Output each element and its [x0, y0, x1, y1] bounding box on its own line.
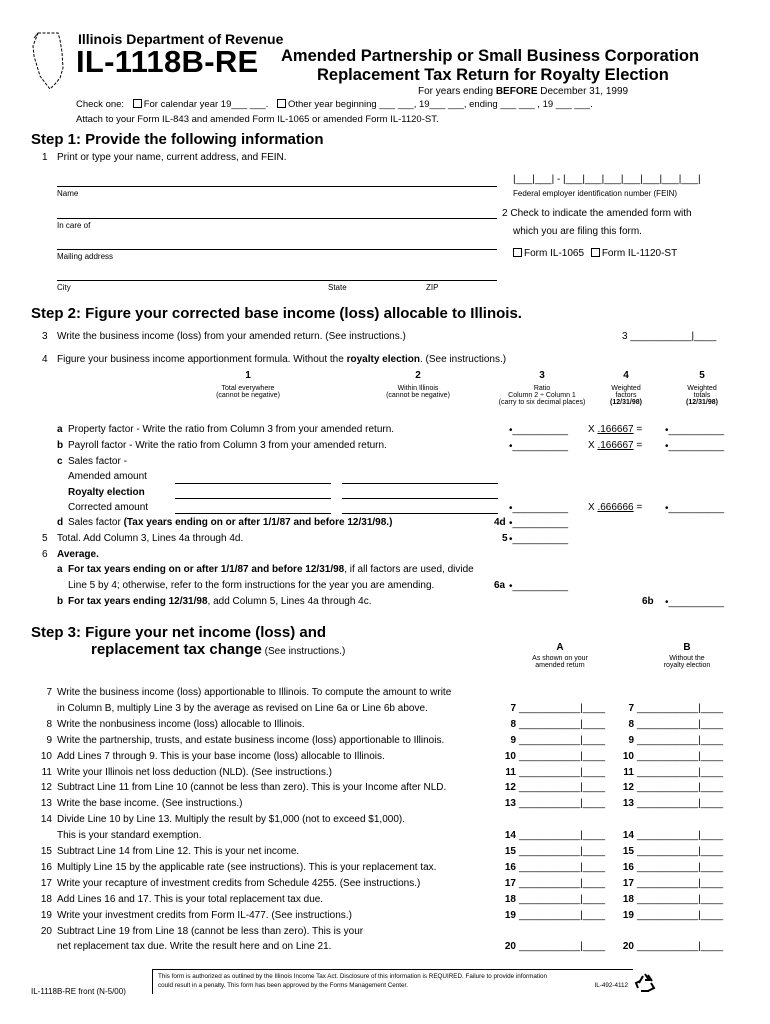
line4c-text: Sales factor -	[68, 456, 127, 467]
recycle-icon	[634, 972, 656, 994]
state-label: State	[328, 283, 347, 292]
form-il1120st-label: Form IL-1120-ST	[601, 248, 678, 259]
column-a-line-label: 15	[504, 846, 516, 857]
column-a-sub1: As shown on your	[532, 655, 588, 662]
line5-text: Total. Add Column 3, Lines 4a through 4d.	[57, 533, 244, 544]
form-id: IL-1118B-RE	[76, 44, 259, 79]
form-il1065-label: Form IL-1065	[524, 248, 585, 259]
column-a-entry[interactable]: ___________|____	[519, 782, 606, 794]
step3-line-text: Add Lines 16 and 17. This is your total replacement tax due.	[57, 893, 324, 905]
step3-line-row	[0, 846, 770, 861]
column-b-line-label: 20	[622, 941, 634, 953]
line6-text: Average.	[57, 549, 99, 560]
step3-line-row	[0, 941, 770, 956]
line5-box-label: 5	[502, 533, 508, 544]
check-one-row	[76, 99, 593, 110]
step3-line-number: 12	[40, 782, 52, 794]
line4d-text-pre: Sales factor	[68, 517, 124, 528]
step3-line-row	[0, 830, 770, 845]
step3-line-row	[0, 719, 770, 734]
line4d-text-bold: (Tax years ending on or after 1/1/87 and before 12/31/98.)	[123, 517, 393, 528]
column-b-entry[interactable]: ___________|____	[637, 830, 724, 842]
column-a-subheader	[510, 655, 610, 669]
line4b-multiply	[588, 440, 642, 451]
column-a-line-label: 13	[504, 798, 516, 810]
column5-header	[662, 385, 742, 406]
column5-date: (12/31/98)	[686, 399, 718, 406]
column-a-entry[interactable]: ___________|____	[519, 750, 606, 762]
column-b-entry[interactable]: ___________|____	[637, 861, 724, 873]
column-a-line-label: 8	[510, 718, 516, 730]
step3-line-text: in Column B, multiply Line 3 by the average as revised on Line 6a or Line 6b above.	[57, 702, 428, 714]
column-a-line-label: 19	[504, 909, 516, 921]
column-b-entry[interactable]: ___________|____	[637, 798, 724, 810]
disclosure-line1: This form is authorized as outlined by the Illinois Income Tax Act. Disclosure of this information is REQUIRED. Failure to provide information	[158, 973, 548, 980]
check-one-label: Check one:	[76, 99, 125, 110]
step3-line-row	[0, 703, 770, 718]
column-b-sub1: Without the	[669, 655, 705, 662]
line3-text: Write the business income (loss) from your amended return. (See instructions.)	[57, 331, 406, 342]
illinois-map-logo	[30, 30, 70, 92]
column-b-line-label: 10	[622, 750, 634, 762]
calendar-year-checkbox[interactable]	[133, 99, 142, 108]
royalty-election-col1[interactable]	[175, 498, 331, 499]
column-a-entry[interactable]: ___________|____	[519, 893, 606, 905]
line4c-ratio-entry[interactable]: •__________	[509, 503, 569, 514]
column-a-entry[interactable]: ___________|____	[519, 830, 606, 842]
column3-formula: Column 2 ÷ Column 1	[508, 392, 576, 399]
column-b-entry[interactable]: ___________|____	[637, 877, 724, 889]
form-title-line2: Replacement Tax Return for Royalty Election	[317, 66, 669, 84]
column5-subtitle: totals	[693, 392, 711, 399]
amended-amount-label: Amended amount	[68, 471, 147, 482]
column-a-line-label: 11	[505, 766, 516, 778]
line5-entry[interactable]: •__________	[509, 534, 569, 545]
column-number-4: 4	[623, 370, 629, 381]
step1-heading: Step 1: Provide the following information	[31, 131, 324, 148]
column-a-entry[interactable]: ___________|____	[519, 798, 606, 810]
column-b-line-label: 8	[628, 718, 634, 730]
line4c-equals: =	[636, 502, 643, 513]
step3-line-number: 15	[40, 846, 52, 857]
step3-line-text: Write the business income (loss) apportionable to Illinois. To compute the amount to write	[57, 687, 452, 698]
column2-header	[368, 385, 468, 399]
column4-date: (12/31/98)	[610, 399, 642, 406]
line4b-text: Payroll factor - Write the ratio from Column 3 from your amended return.	[68, 440, 387, 451]
line1-text: Print or type your name, current address, and FEIN.	[57, 152, 287, 163]
step3-line-row	[0, 735, 770, 750]
amended-amount-col2[interactable]	[342, 483, 498, 484]
column-b-entry[interactable]: ___________|____	[637, 909, 724, 921]
line4-text-post: . (See instructions.)	[419, 354, 507, 365]
column-number-5: 5	[699, 370, 705, 381]
line4b-equals: =	[636, 440, 643, 451]
column-a-entry[interactable]: ___________|____	[519, 861, 606, 873]
zip-label: ZIP	[426, 283, 439, 292]
line2-text-cont: which you are filing this form.	[513, 226, 642, 237]
step3-line-text: Write your investment credits from Form IL-477. (See instructions.)	[57, 909, 352, 921]
column-a-entry[interactable]: ___________|____	[519, 702, 606, 714]
column-number-3: 3	[539, 370, 545, 381]
line3-number: 3	[42, 331, 48, 342]
step3-line-text: Multiply Line 15 by the applicable rate (see instructions). This is your replacement tax.	[57, 861, 437, 873]
step3-line-row	[0, 751, 770, 766]
column3-header	[492, 385, 592, 406]
column-a-line-label: 20	[504, 941, 516, 953]
line6b-text-bold: For tax years ending 12/31/98	[68, 596, 208, 607]
line4b-factor: .166667	[597, 440, 634, 451]
step3-line-text: Write your recapture of investment credits from Schedule 4255. (See instructions.)	[57, 877, 421, 889]
column-b-sub2: royalty election	[663, 662, 711, 669]
column-a-line-label: 16	[504, 861, 516, 873]
line6a-text	[68, 564, 474, 575]
step3-line-number: 9	[46, 734, 52, 746]
step2-heading: Step 2: Figure your corrected base income (loss) allocable to Illinois.	[31, 305, 522, 322]
line4a-letter: a	[57, 424, 63, 435]
in-care-of-label: In care of	[57, 221, 91, 230]
fein-label: Federal employer identification number (FEIN)	[513, 189, 678, 198]
line6a-entry[interactable]: •__________	[509, 581, 569, 592]
column-b-line-label: 11	[623, 766, 634, 778]
line2-text: Check to indicate the amended form with	[510, 208, 692, 219]
line4a-text: Property factor - Write the ratio from Column 3 from your amended return.	[68, 424, 395, 435]
column-b-entry[interactable]: ___________|____	[637, 766, 724, 778]
line4b-times: X	[588, 440, 595, 451]
column-b-line-label: 19	[622, 909, 634, 921]
column-a-line-label: 12	[504, 782, 516, 794]
column-b-entry[interactable]: ___________|____	[637, 782, 724, 794]
column-a-entry[interactable]: ___________|____	[519, 909, 606, 921]
line4c-letter: c	[57, 456, 63, 467]
step3-line-text: Subtract Line 19 from Line 18 (cannot be less than zero). This is your	[57, 925, 364, 937]
column4-header	[586, 385, 666, 406]
line4a-ratio-entry[interactable]: •__________	[509, 425, 569, 436]
step3-line-number: 13	[40, 798, 52, 810]
form-il1120st-checkbox[interactable]	[591, 248, 600, 257]
name-field[interactable]	[57, 186, 497, 187]
city-state-zip-field[interactable]	[57, 280, 497, 281]
step3-heading-bold: replacement tax change	[91, 641, 262, 658]
line6b-box-label: 6b	[642, 596, 654, 607]
amended-form-options	[513, 248, 677, 259]
column1-header	[198, 385, 298, 399]
line4-text-bold: royalty election	[346, 354, 420, 365]
calendar-year-label: For calendar year 19___ ___.	[143, 99, 269, 110]
column-b-entry[interactable]: ___________|____	[637, 846, 724, 857]
line4a-times: X	[588, 424, 595, 435]
step3-line-number: 18	[40, 893, 52, 905]
step3-line-number: 16	[40, 861, 52, 873]
disclosure-box	[152, 969, 633, 994]
line6a-text-cont: Line 5 by 4; otherwise, refer to the form instructions for the year you are amending.	[68, 580, 435, 591]
step3-line-row	[0, 687, 770, 702]
column-b-header: B	[683, 642, 691, 653]
footer-form-code: IL-1118B-RE front (N-5/00)	[31, 987, 126, 996]
column-b-line-label: 7	[628, 702, 634, 714]
column-a-line-label: 17	[504, 877, 516, 889]
line6b-text-post: , add Column 5, Lines 4a through 4c.	[207, 596, 372, 607]
column-b-entry[interactable]: ___________|____	[637, 941, 724, 953]
line6b-letter: b	[57, 596, 64, 607]
step3-heading-line2	[91, 641, 345, 659]
column-a-entry[interactable]: ___________|____	[519, 846, 606, 857]
corrected-amount-col2[interactable]	[342, 513, 498, 514]
mailing-address-field[interactable]	[57, 249, 497, 250]
column-b-line-label: 18	[622, 893, 634, 905]
column-b-entry[interactable]: ___________|____	[637, 750, 724, 762]
step3-line-row	[0, 814, 770, 829]
name-label: Name	[57, 189, 79, 198]
line6b-text	[68, 596, 372, 607]
step3-line-row	[0, 767, 770, 782]
line1-number: 1	[42, 152, 48, 163]
column-a-line-label: 9	[510, 734, 516, 746]
line3-entry[interactable]: 3 ___________|____	[622, 331, 717, 342]
step3-line-number: 17	[40, 877, 52, 889]
column-a-entry[interactable]: ___________|____	[519, 941, 606, 953]
corrected-amount-col1[interactable]	[175, 513, 331, 514]
column-b-line-label: 16	[622, 861, 634, 873]
column-b-line-label: 9	[628, 734, 634, 746]
form-title-line1: Amended Partnership or Small Business Corporation	[281, 47, 700, 65]
column-b-entry[interactable]: ___________|____	[637, 702, 724, 714]
line6a-text-bold: For tax years ending on or after 1/1/87 and before 12/31/98	[68, 564, 345, 575]
column3-note: (carry to six decimal places)	[498, 399, 586, 406]
mailing-address-label: Mailing address	[57, 252, 114, 261]
column4-subtitle: factors	[615, 392, 637, 399]
other-year-label: Other year beginning ___ ___, 19___ ___, ending ___ ___ , 19 ___ ___.	[287, 99, 593, 110]
line4-number: 4	[42, 354, 48, 365]
column-a-entry[interactable]: ___________|____	[519, 718, 606, 730]
column2-title: Within Illinois	[397, 385, 439, 392]
column5-title: Weighted	[687, 385, 717, 392]
line4b-ratio-entry[interactable]: •__________	[509, 441, 569, 452]
column2-note: (cannot be negative)	[386, 392, 450, 399]
step3-line-number: 7	[46, 687, 52, 698]
step3-line-row	[0, 878, 770, 893]
attach-note: Attach to your Form IL-843 and amended Form IL-1065 or amended Form IL-1120-ST.	[76, 114, 439, 125]
line4c-times: X	[588, 502, 595, 513]
line4b-letter: b	[57, 440, 64, 451]
line5-number: 5	[42, 533, 48, 544]
column-a-entry[interactable]: ___________|____	[519, 766, 606, 778]
column-a-entry[interactable]: ___________|____	[519, 877, 606, 889]
column-b-subheader	[637, 655, 737, 669]
line4-text	[57, 354, 506, 365]
line4d-letter: d	[57, 517, 64, 528]
other-year-checkbox[interactable]	[277, 99, 286, 108]
column4-title: Weighted	[611, 385, 641, 392]
column-a-header: A	[556, 642, 564, 653]
column-a-line-label: 7	[510, 702, 516, 714]
column-a-line-label: 10	[504, 750, 516, 762]
form-il1065-checkbox[interactable]	[513, 248, 522, 257]
step3-line-text: Write the base income. (See instructions.)	[57, 798, 243, 810]
column-number-2: 2	[415, 370, 421, 381]
royalty-election-label: Royalty election	[68, 487, 145, 498]
line4c-multiply	[588, 502, 642, 513]
disclosure-line2: could result in a penalty. This form has been approved by the Forms Management Center.	[158, 982, 409, 989]
royalty-election-col2[interactable]	[342, 498, 498, 499]
step3-line-number: 20	[40, 925, 52, 937]
line4-text-pre: Figure your business income apportionment formula. Without the	[57, 354, 347, 365]
column-b-line-label: 17	[622, 877, 634, 889]
column-number-1: 1	[245, 370, 251, 381]
line6b-entry[interactable]: •__________	[665, 597, 725, 608]
step3-line-text: Add Lines 7 through 9. This is your base income (loss) allocable to Illinois.	[57, 750, 385, 762]
step3-line-text: Subtract Line 11 from Line 10 (cannot be less than zero). This is your Income after NLD.	[57, 782, 447, 794]
step3-heading-note: (See instructions.)	[261, 646, 346, 657]
line2-number: 2	[502, 208, 508, 219]
step3-line-text: Subtract Line 14 from Line 12. This is your net income.	[57, 846, 300, 857]
column-b-line-label: 15	[622, 846, 634, 857]
column-a-line-label: 14	[504, 830, 516, 842]
amended-amount-col1[interactable]	[175, 483, 331, 484]
column-b-line-label: 14	[622, 830, 634, 842]
line6a-box-label: 6a	[494, 580, 506, 591]
step3-line-row	[0, 926, 770, 941]
step3-line-row	[0, 894, 770, 909]
step3-line-row	[0, 862, 770, 877]
line2-row	[502, 208, 692, 219]
fein-field[interactable]: |___|___| - |___|___|___|___|___|___|___|	[513, 174, 701, 185]
column1-note: (cannot be negative)	[216, 392, 280, 399]
step3-line-row	[0, 798, 770, 813]
step3-heading: Step 3: Figure your net income (loss) and	[31, 624, 327, 641]
step3-line-number: 14	[40, 814, 52, 826]
il-492-code: IL-492-4112	[594, 982, 628, 989]
step3-line-number: 10	[40, 750, 52, 762]
line4d-entry[interactable]: •__________	[509, 518, 569, 529]
column3-title: Ratio	[533, 385, 551, 392]
line4b-total-entry[interactable]: •__________	[665, 441, 725, 452]
column-b-line-label: 12	[622, 782, 634, 794]
step3-line-number: 8	[46, 718, 52, 730]
line6-number: 6	[42, 549, 48, 560]
column-b-entry[interactable]: ___________|____	[637, 893, 724, 905]
column-b-entry[interactable]: ___________|____	[637, 718, 724, 730]
corrected-amount-label: Corrected amount	[68, 502, 149, 513]
step3-line-number: 19	[40, 909, 52, 921]
line4a-equals: =	[636, 424, 643, 435]
city-label: City	[57, 283, 71, 292]
line4a-factor: .166667	[597, 424, 634, 435]
line4d-box-label: 4d	[494, 517, 506, 528]
line4a-multiply	[588, 424, 642, 435]
line6a-text-post: , if all factors are used, divide	[344, 564, 474, 575]
step3-line-text: Write the partnership, trusts, and estate business income (loss) apportionable to Illinois.	[57, 734, 445, 746]
column-a-line-label: 18	[504, 893, 516, 905]
column-a-sub2: amended return	[535, 662, 585, 669]
step3-line-row	[0, 910, 770, 925]
column-a-entry[interactable]: ___________|____	[519, 734, 606, 746]
line4c-total-entry[interactable]: •__________	[665, 503, 725, 514]
line4a-total-entry[interactable]: •__________	[665, 425, 725, 436]
step3-line-number: 11	[41, 766, 52, 778]
department-name: Illinois Department of Revenue	[78, 31, 284, 47]
step3-line-text: Divide Line 10 by Line 13. Multiply the result by $1,000 (not to exceed $1,000).	[57, 814, 405, 826]
line4c-factor: .666666	[597, 502, 634, 513]
step3-line-text: Write your Illinois net loss deduction (NLD). (See instructions.)	[57, 766, 332, 778]
column1-title: Total everywhere	[221, 385, 275, 392]
years-ending-note: For years ending BEFORE December 31, 1999	[418, 86, 629, 97]
line6a-letter: a	[57, 564, 63, 575]
line4d-text	[68, 517, 392, 528]
step3-line-text: This is your standard exemption.	[57, 830, 202, 842]
step3-line-text: Write the nonbusiness income (loss) allocable to Illinois.	[57, 718, 305, 730]
column-b-entry[interactable]: ___________|____	[637, 734, 724, 746]
in-care-of-field[interactable]	[57, 218, 497, 219]
step3-line-row	[0, 782, 770, 797]
column-b-line-label: 13	[622, 798, 634, 810]
step3-line-text: net replacement tax due. Write the result here and on Line 21.	[57, 941, 332, 953]
